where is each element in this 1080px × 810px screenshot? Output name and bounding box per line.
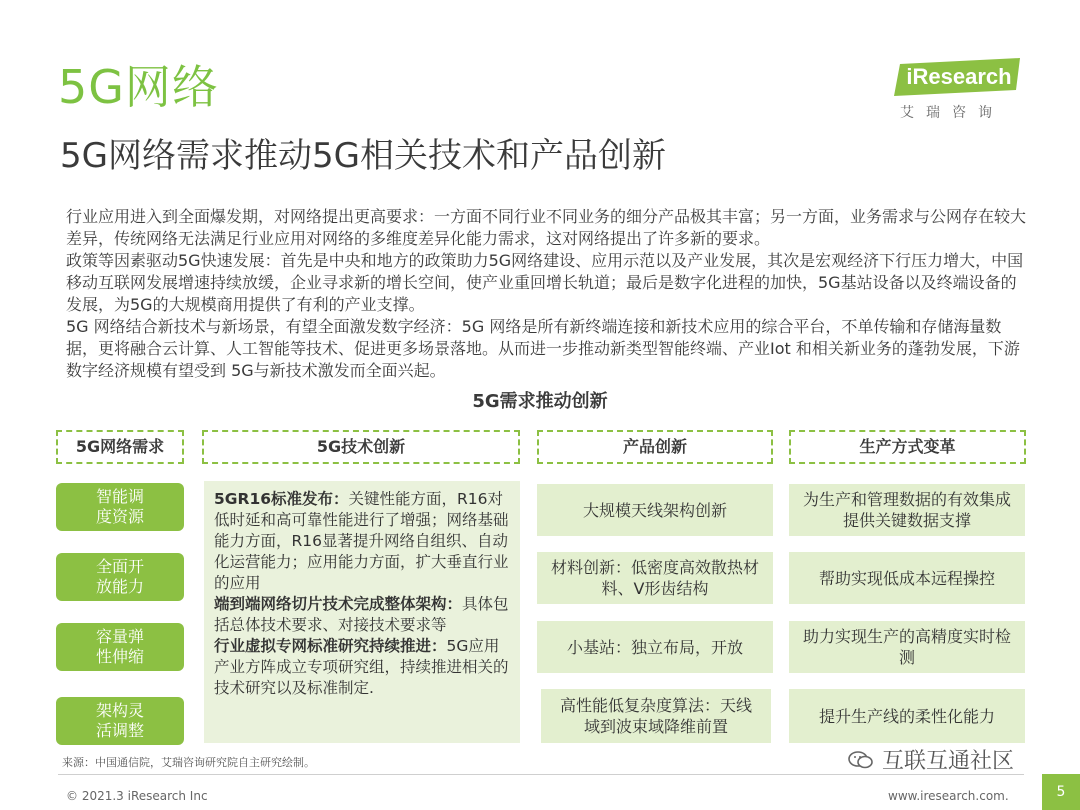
product-item: 材料创新：低密度高效散热材料、V形齿结构 [537,552,773,604]
intro-text [66,206,1026,382]
tech-innovation-box [204,481,520,743]
copyright: © 2021.3 iResearch Inc [66,789,208,803]
header-production-change: 生产方式变革 [789,430,1026,464]
source-note: 来源：中国通信院，艾瑞咨询研究院自主研究绘制。 [62,756,315,769]
watermark [848,744,1014,775]
header-network-needs: 5G网络需求 [56,430,184,464]
page-title: 5G网络需求推动5G相关技术和产品创新 [60,136,666,176]
production-item: 帮助实现低成本远程操控 [789,552,1025,604]
logo-cn-text: 艾瑞咨询 [900,105,1004,121]
header-product-innovation: 产品创新 [537,430,773,464]
watermark-text: 互联互通社区 [882,749,1015,774]
tech-heading: 端到端网络切片技术完成整体架构： [214,595,463,613]
product-item: 小基站：独立布局，开放 [537,621,773,673]
tech-text: 5G应用产业方阵成立专项研究组，持续推进相关的技术研究以及标准制定. [214,637,509,697]
production-item: 助力实现生产的高精度实时检测 [789,621,1025,673]
tech-heading: 5GR16标准发布： [214,490,349,508]
paragraph: 政策等因素驱动5G快速发展：首先是中央和地方的政策助力5G网络建设、应用示范以及产业发展，其次是宏观经济下行压力增大，中国移动互联网发展增速持续放缓，企业寻求新的增长空间，使产业重回增长轨道；最后是数字化进程的加快，5G基站设备以及终端设备的发展，为5G的大规模商用提供了有利的产业支撑。 [66,251,1024,314]
product-item: 高性能低复杂度算法：天线域到波束域降维前置 [541,689,771,743]
paragraph: 行业应用进入到全面爆发期，对网络提出更高要求：一方面不同行业不同业务的细分产品极其丰富；另一方面，业务需求与公网存在较大差异，传统网络无法满足行业应用对网络的多维度差异化能力需求，这对网络提出了许多新的要求。 [66,207,1027,248]
header-tech-innovation: 5G技术创新 [202,430,520,464]
production-item: 为生产和管理数据的有效集成提供关键数据支撑 [789,484,1025,536]
tech-heading: 行业虚拟专网标准研究持续推进： [214,637,447,655]
section-title: 5G网络 [58,60,219,114]
paragraph: 5G 网络结合新技术与新场景，有望全面激发数字经济：5G 网络是所有新终端连接和新技术应用的综合平台，不单传输和存储海量数据，更将融合云计算、人工智能等技术、促进更多场景落地。从而进一步推动新类型智能终端、产业Iot 和相关新业务的蓬勃发展，下游数字经济规模有望受到 5G与新技术激发而全面兴起。 [66,317,1020,380]
diagram-title: 5G需求推动创新 [472,391,608,412]
wechat-icon [848,750,874,770]
need-item: 智能调 度资源 [56,483,184,531]
page-number: 5 [1042,774,1080,810]
iresearch-logo [894,58,1024,128]
product-item: 大规模天线架构创新 [537,484,773,536]
tech-text: 关键性能方面，R16对低时延和高可靠性能进行了增强；网络基础能力方面，R16显著提升网络自组织、自动化运营能力；应用能力方面，扩大垂直行业的应用 [214,490,509,592]
need-item: 全面开 放能力 [56,553,184,601]
production-item: 提升生产线的柔性化能力 [789,689,1025,743]
need-item: 容量弹 性伸缩 [56,623,184,671]
tech-text: 具体包括总体技术要求、对接技术要求等 [214,595,509,634]
need-item: 架构灵 活调整 [56,697,184,745]
website-link[interactable]: www.iresearch.com. [888,789,1009,803]
logo-text: iResearch [906,64,1012,89]
